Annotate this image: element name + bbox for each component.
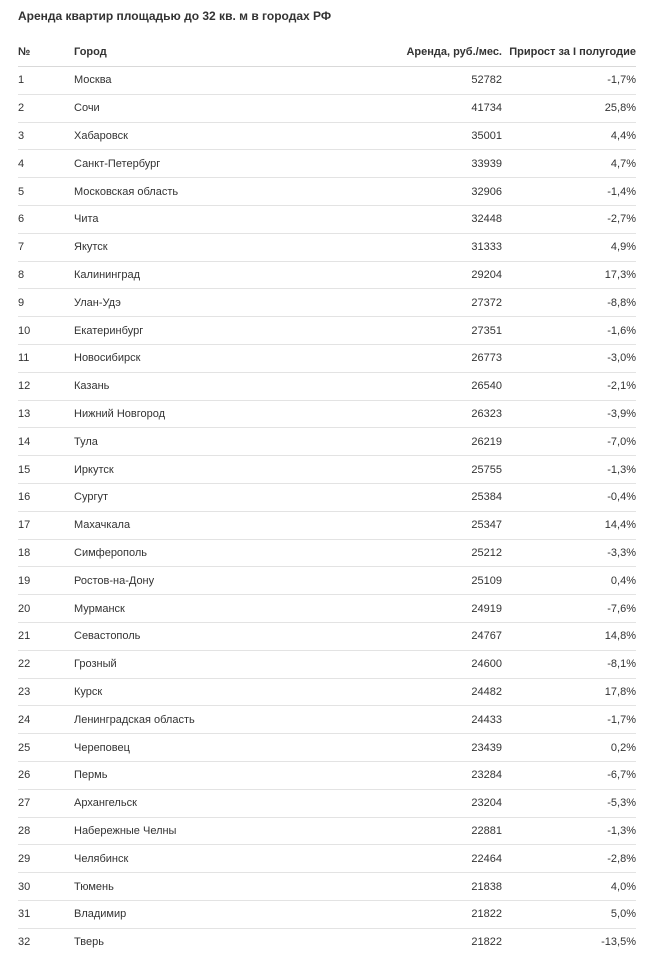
row-rent: 24767: [374, 622, 502, 650]
row-number: 26: [18, 761, 74, 789]
table-row: [18, 428, 636, 456]
table-row: [18, 178, 636, 206]
row-rent: 23284: [374, 761, 502, 789]
row-city: Сочи: [74, 94, 374, 122]
table-row: [18, 734, 636, 762]
row-number: 9: [18, 289, 74, 317]
row-rent: 35001: [374, 122, 502, 150]
row-rent: 26773: [374, 344, 502, 372]
row-rent: 29204: [374, 261, 502, 289]
row-growth: 17,3%: [502, 261, 636, 289]
row-number: 6: [18, 205, 74, 233]
table-row: [18, 650, 636, 678]
row-rent: 33939: [374, 150, 502, 178]
table-row: [18, 595, 636, 623]
row-number: 2: [18, 94, 74, 122]
row-city: Хабаровск: [74, 122, 374, 150]
rent-table: [18, 38, 636, 956]
row-growth: -7,0%: [502, 428, 636, 456]
row-growth: 4,7%: [502, 150, 636, 178]
row-rent: 25347: [374, 511, 502, 539]
table-row: [18, 900, 636, 928]
table-row: [18, 539, 636, 567]
table-row: [18, 873, 636, 901]
row-growth: 14,8%: [502, 622, 636, 650]
row-number: 30: [18, 873, 74, 901]
row-rent: 26323: [374, 400, 502, 428]
table-row: [18, 567, 636, 595]
row-city: Курск: [74, 678, 374, 706]
row-city: Челябинск: [74, 845, 374, 873]
row-city: Якутск: [74, 233, 374, 261]
table-row: [18, 928, 636, 955]
table-row: [18, 761, 636, 789]
row-rent: 52782: [374, 67, 502, 95]
row-rent: 21822: [471, 936, 502, 949]
row-growth: -0,4%: [502, 483, 636, 511]
row-city: Тюмень: [74, 873, 374, 901]
row-number: 28: [18, 817, 74, 845]
row-city: Иркутск: [74, 456, 374, 484]
row-rent: 25384: [374, 483, 502, 511]
row-growth: -2,8%: [502, 845, 636, 873]
row-number: 4: [18, 150, 74, 178]
table-row: [18, 344, 636, 372]
row-number: 25: [18, 734, 74, 762]
row-rent: 21822: [374, 900, 502, 928]
table-row: [18, 789, 636, 817]
row-number: 8: [18, 261, 74, 289]
row-city: Москва: [74, 67, 374, 95]
header-num: №: [18, 38, 74, 67]
header-growth: Прирост за I полугодие: [502, 38, 636, 67]
row-rent: 24482: [374, 678, 502, 706]
row-rent: 22881: [374, 817, 502, 845]
table-row: [18, 261, 636, 289]
row-city: Московская область: [74, 178, 374, 206]
row-city: Севастополь: [74, 622, 374, 650]
table-row: [18, 122, 636, 150]
row-number: 5: [18, 178, 74, 206]
row-city: Нижний Новгород: [74, 400, 374, 428]
row-rent: 27372: [374, 289, 502, 317]
row-growth: -1,3%: [502, 817, 636, 845]
header-city: Город: [74, 38, 374, 67]
row-growth: 14,4%: [502, 511, 636, 539]
row-growth: -3,0%: [502, 344, 636, 372]
header-rent: Аренда, руб./мес.: [374, 38, 502, 67]
row-city: Симферополь: [74, 539, 374, 567]
row-number: 7: [18, 233, 74, 261]
row-rent: 25109: [374, 567, 502, 595]
row-growth: 0,2%: [502, 734, 636, 762]
row-city: Тула: [74, 428, 374, 456]
row-growth: -1,7%: [502, 67, 636, 95]
table-row: [18, 483, 636, 511]
row-city: Чита: [74, 205, 374, 233]
row-city: Новосибирск: [74, 344, 374, 372]
table-row: [18, 317, 636, 345]
row-number: 32: [18, 936, 31, 949]
row-growth: 5,0%: [502, 900, 636, 928]
row-number: 19: [18, 567, 74, 595]
row-rent: 23204: [374, 789, 502, 817]
row-rent: 32448: [374, 205, 502, 233]
row-rent: 31333: [374, 233, 502, 261]
row-city: Екатеринбург: [74, 317, 374, 345]
table-row: [18, 845, 636, 873]
table-row: [18, 678, 636, 706]
row-number: 20: [18, 595, 74, 623]
table-header: [18, 38, 636, 67]
table-row: [18, 706, 636, 734]
table-row: [18, 233, 636, 261]
row-city: Сургут: [74, 483, 374, 511]
row-rent: 27351: [374, 317, 502, 345]
row-number: 14: [18, 428, 74, 456]
row-growth: -1,3%: [502, 456, 636, 484]
row-city: Череповец: [74, 734, 374, 762]
row-rent: 24919: [374, 595, 502, 623]
table-row: [18, 456, 636, 484]
row-growth: -13,5%: [601, 936, 636, 949]
row-number: 22: [18, 650, 74, 678]
row-city: Махачкала: [74, 511, 374, 539]
row-growth: -8,8%: [502, 289, 636, 317]
table-title: Аренда квартир площадью до 32 кв. м в городах РФ: [18, 9, 332, 23]
row-city: Архангельск: [74, 789, 374, 817]
row-number: 29: [18, 845, 74, 873]
row-city: Улан-Удэ: [74, 289, 374, 317]
table-row: [18, 400, 636, 428]
row-number: 18: [18, 539, 74, 567]
row-city: Грозный: [74, 650, 374, 678]
row-number: 17: [18, 511, 74, 539]
row-number: 15: [18, 456, 74, 484]
row-rent: 23439: [374, 734, 502, 762]
table-row: [18, 150, 636, 178]
row-growth: -6,7%: [502, 761, 636, 789]
row-growth: 4,0%: [502, 873, 636, 901]
row-city: Ростов-на-Дону: [74, 567, 374, 595]
row-growth: -3,9%: [502, 400, 636, 428]
row-rent: 25212: [374, 539, 502, 567]
table-row: [18, 289, 636, 317]
table-row: [18, 511, 636, 539]
row-growth: 0,4%: [502, 567, 636, 595]
row-growth: -3,3%: [502, 539, 636, 567]
row-number: 1: [18, 67, 74, 95]
table-row: [18, 372, 636, 400]
row-rent: 32906: [374, 178, 502, 206]
row-number: 16: [18, 483, 74, 511]
table-row: [18, 622, 636, 650]
row-growth: 4,4%: [502, 122, 636, 150]
row-number: 24: [18, 706, 74, 734]
row-number: 13: [18, 400, 74, 428]
row-growth: -2,7%: [502, 205, 636, 233]
row-growth: -8,1%: [502, 650, 636, 678]
row-growth: -7,6%: [502, 595, 636, 623]
row-number: 12: [18, 372, 74, 400]
table-row: [18, 205, 636, 233]
table-row: [18, 817, 636, 845]
row-rent: 25755: [374, 456, 502, 484]
header-row: [18, 38, 636, 67]
row-growth: -5,3%: [502, 789, 636, 817]
row-rent: 24600: [374, 650, 502, 678]
row-rent: 24433: [374, 706, 502, 734]
row-city: Казань: [74, 372, 374, 400]
row-number: 10: [18, 317, 74, 345]
row-number: 27: [18, 789, 74, 817]
row-growth: 4,9%: [502, 233, 636, 261]
table-row: [18, 67, 636, 95]
row-growth: -1,7%: [502, 706, 636, 734]
row-city: Санкт-Петербург: [74, 150, 374, 178]
row-number: 3: [18, 122, 74, 150]
row-city: Мурманск: [74, 595, 374, 623]
row-rent: 26540: [374, 372, 502, 400]
row-number: 31: [18, 900, 74, 928]
row-rent: 26219: [374, 428, 502, 456]
row-rent: 21838: [374, 873, 502, 901]
row-rent: 22464: [374, 845, 502, 873]
row-city: Ленинградская область: [74, 706, 374, 734]
row-growth: -1,6%: [502, 317, 636, 345]
row-city: Владимир: [74, 900, 374, 928]
row-rent: 41734: [374, 94, 502, 122]
row-number: 11: [18, 344, 74, 372]
row-city: Тверь: [74, 936, 104, 949]
table-body: [18, 67, 636, 956]
table-row: [18, 94, 636, 122]
row-city: Набережные Челны: [74, 817, 374, 845]
row-growth: -1,4%: [502, 178, 636, 206]
row-city: Пермь: [74, 761, 374, 789]
row-city: Калининград: [74, 261, 374, 289]
row-growth: 25,8%: [502, 94, 636, 122]
row-number: 21: [18, 622, 74, 650]
row-growth: 17,8%: [502, 678, 636, 706]
row-number: 23: [18, 678, 74, 706]
row-growth: -2,1%: [502, 372, 636, 400]
